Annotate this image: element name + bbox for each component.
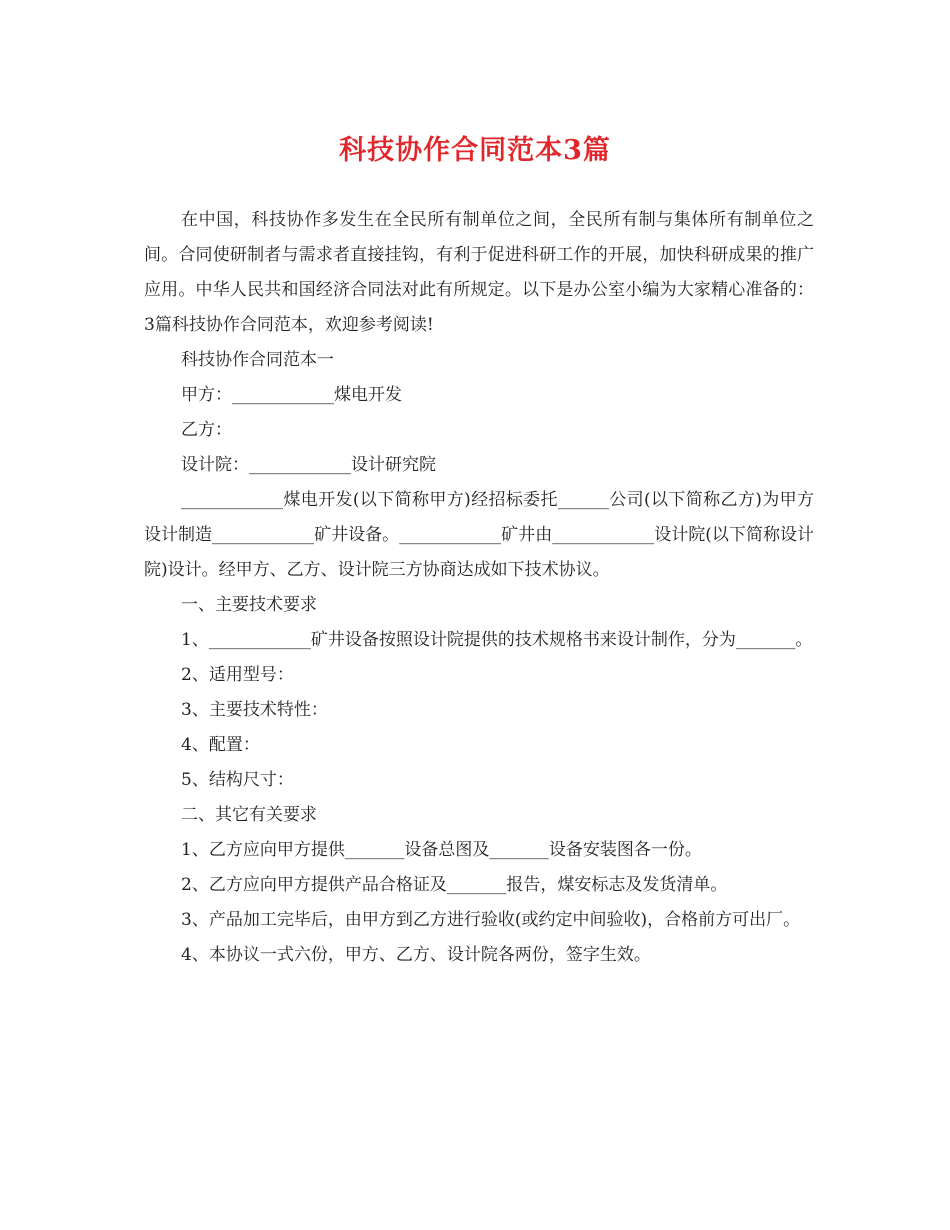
list-item: 5、结构尺寸：	[181, 770, 294, 790]
list-item: 1、乙方应向甲方提供_______设备总图及_______设备安装图各一份。	[181, 840, 702, 860]
list-item: 1、____________矿井设备按照设计院提供的技术规格书来设计制作，分为_______。	[181, 630, 813, 650]
list-item: 3、产品加工完毕后，由甲方到乙方进行验收(或约定中间验收)，合格前方可出厂。	[181, 910, 801, 930]
list-item: 4、配置：	[181, 735, 260, 755]
list-item: 2、适用型号：	[181, 665, 294, 685]
intro-paragraph: 在中国，科技协作多发生在全民所有制单位之间，全民所有制与集体所有制单位之间。合同使研制者与需求者直接挂钩，有利于促进科研工作的开展，加快科研成果的推广应用。中华人民共和国经济合同法对此有所规定。以下是办公室小编为大家精心准备的：3篇科技协作合同范本，欢迎参考阅读!	[144, 210, 814, 335]
agreement-paragraph: ____________煤电开发(以下简称甲方)经招标委托______公司(以下简称乙方)为甲方设计制造____________矿井设备。____________矿井由____________设计院(以下简称设计院)设计。经甲方、乙方、设计院三方协商达成如下技术协议。	[144, 490, 814, 580]
section-heading-template-one: 科技协作合同范本一	[181, 350, 334, 370]
document-body	[144, 203, 814, 973]
party-b-line: 乙方：	[181, 420, 232, 440]
document-title: 科技协作合同范本3篇	[339, 135, 611, 166]
list-item: 2、乙方应向甲方提供产品合格证及_______报告，煤安标志及发货清单。	[181, 875, 728, 895]
list-item: 4、本协议一式六份，甲方、乙方、设计院各两份，签字生效。	[181, 945, 651, 965]
party-a-line: 甲方：____________煤电开发	[181, 385, 402, 405]
section-heading-technical-requirements: 一、主要技术要求	[181, 595, 317, 615]
design-institute-line: 设计院：____________设计研究院	[181, 455, 436, 475]
section-heading-other-requirements: 二、其它有关要求	[181, 805, 317, 825]
list-item: 3、主要技术特性：	[181, 700, 328, 720]
